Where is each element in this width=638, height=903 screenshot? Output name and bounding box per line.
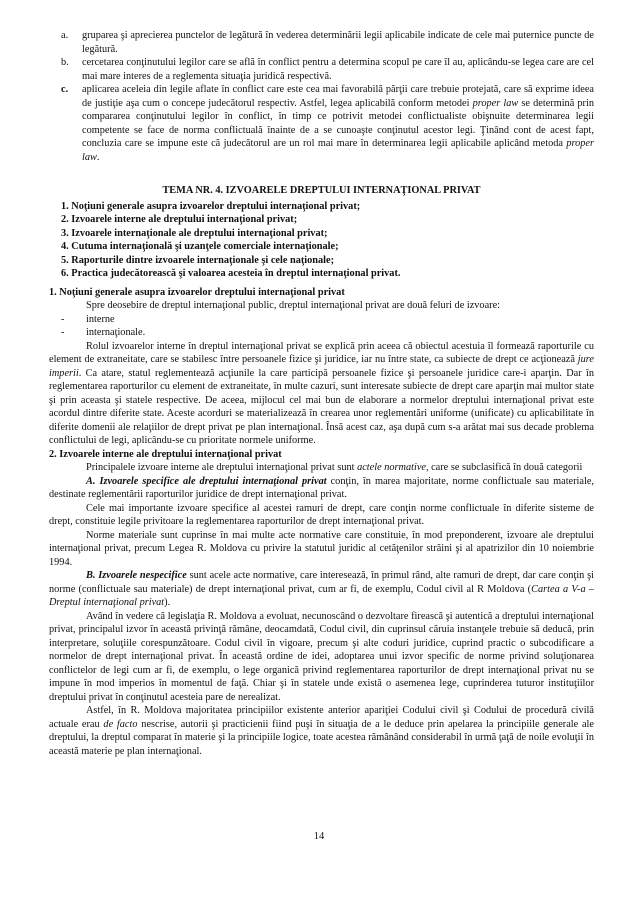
subsection-b-label: B. Izvoarele nespecifice	[86, 570, 187, 581]
section-1-heading: 1. Noţiuni generale asupra izvoarelor dreptului internaţional privat	[49, 286, 345, 298]
toc-item: 4. Cutuma internaţională şi uzanţele comerciale internaţionale;	[61, 241, 339, 252]
theme-title: TEMA NR. 4. IZVOARELE DREPTULUI INTERNAŢIONAL PRIVAT	[162, 185, 481, 196]
paragraph: B. Izvoarele nespecifice sunt acele acte normative, care interesează, în primul rând, alte ramuri de drept, dar care conţin şi norme (conflictuale sau materiale) de drept internaţional privat, cum ar fi, de exemplu, Codul civil al R Moldova (Cartea a V-a – Dreptul internaţional privat).	[49, 570, 595, 608]
toc-item: 3. Izvoarele internaţionale ale dreptului internaţional privat;	[61, 227, 328, 239]
paragraph: Spre deosebire de dreptul internaţional public, dreptul internaţional privat are două feluri de izvoare:	[86, 300, 501, 311]
dash-text: interne	[86, 313, 115, 325]
paragraph: Principalele izvoare interne ale dreptului internaţional privat sunt actele normative, care se subclasifică în două categorii	[86, 462, 583, 473]
paragraph: Rolul izvoarelor interne în dreptul internaţional privat se explică prin aceea că obiectul acestuia îl formează raporturile cu element de extraneitate, care se stabilesc între persoanele fizice şi juridice, iar nu între state, ca subiecte de drept ce acţionează jure imperii. Ca atare, statul reglementează acţiunile la care participă persoanele fizice şi persoanele juridice care-i aparţin. Dar în reglementarea raporturilor cu element de extraneitate, în multe cazuri, sunt interesate subiecte de drept care aparţin mai multor state şi prin aceasta şi statele respective. De aceea, mijlocul cel mai bun de elaborare a normelor dreptului internaţional privat este acordul dintre diferite state. Aceste acorduri se materializează în crearea unor reglementări uniforme (unificate) cu aplicabilitate în diferite domenii ale relaţiilor de drept privat pe plan internaţional. Însă acest caz, aşa după cum s-a arătat mai sus decade problema conflictului de legi, aplicându-se cu prioritate normele uniforme.	[49, 340, 594, 446]
page-number: 14	[313, 831, 325, 842]
list-text: aplicarea aceleia din legile aflate în conflict care este cea mai favorabilă părţii care trebuie protejată, care să exprime ideea de justiţie aşa cum o concepe judecătorul respectiv. Astfel, legea aplicabilă conform metodei proper law se determină prin compararea conţinutului legilor în conflict, în timp ce potrivit metodei conflictualiste obişnuite determinarea legii competente se face de norma conflictuală înainte de a se cunoaşte conţinutul acestor legi. Ţinând cont de acest fapt, concluzia care se impune este că judecătorul are un rol mai mare în determinarea legii aplicabile aplicând metoda proper law.	[82, 84, 594, 163]
list-item	[49, 56, 594, 83]
paragraph: Astfel, în R. Moldova majoritatea principiilor existente anterior apariţiei Codului civil şi Codului de procedură civilă actuale erau de facto nescrise, autorii şi practicienii fiind puşi în situaţia de a le deduce prin apelarea la principiile generale ale dreptului, la dreptul comparat în materie şi la principiile logice, toate acestea rămânând considerabil în urmă ţaţă de noile evoluţii în această materie pe plan internaţional.	[49, 705, 594, 757]
dash-list-item	[49, 326, 594, 340]
jure-imperii-term: jure imperii	[49, 354, 594, 379]
document-page	[49, 29, 594, 758]
proper-law-term: proper law	[472, 97, 519, 109]
list-marker: a.	[61, 30, 69, 41]
table-of-contents	[49, 200, 594, 281]
toc-item: 6. Practica judecătorească şi valoarea acesteia în dreptul internaţional privat.	[61, 268, 401, 279]
list-text: gruparea şi aprecierea punctelor de legătură în vederea determinării legii aplicabile indicate de cele mai puternice puncte de legătură.	[82, 30, 594, 55]
subsection-a-label: A. Izvoarele specifice ale dreptului internaţional privat	[86, 475, 327, 487]
section-2-heading: 2. Izvoarele interne ale dreptului internaţional privat	[49, 448, 282, 460]
list-item	[49, 83, 594, 164]
dash-list-item	[49, 313, 594, 327]
list-marker: c.	[61, 84, 69, 95]
dash-text: internaţionale.	[86, 327, 146, 338]
italic-term: Cartea a V-a – Dreptul internaţional privat	[49, 583, 595, 608]
list-text: cercetarea conţinutului legilor care se află în conflict pentru a determina scopul pe care îl au, aplicându-se legea care are cel mai mare interes de a reglementa situaţia juridică respectivă.	[82, 57, 594, 82]
dash-marker: -	[61, 327, 65, 338]
paragraph: Norme materiale sunt cuprinse în mai multe acte normative care constituie, în mod preponderent, izvoare ale dreptului internaţional privat, precum Legea R. Moldova cu privire la statutul juridic al cetăţenilor străini şi al apatrizilor din 10 noiembrie 1994.	[49, 529, 594, 568]
de-facto-term: de facto	[103, 718, 138, 730]
list-item	[49, 29, 594, 56]
paragraph: Cele mai importante izvoare specifice al acestei ramuri de drept, care conţin norme conflictuale în diferite sisteme de drept, constituie legile privitoare la reglementarea raporturilor de drept internaţional privat.	[49, 502, 594, 527]
intro-list	[49, 29, 594, 164]
toc-item: 2. Izvoarele interne ale dreptului internaţional privat;	[61, 214, 298, 225]
proper-law-term: proper law	[82, 138, 594, 163]
list-marker: b.	[61, 57, 69, 68]
paragraph: Având în vedere că legislaţia R. Moldova a evoluat, necunoscând o dezvoltare firească şi autentică a dreptului internaţional privat, principalul izvor în această privinţă rămâne, deocamdată, Codul civil, din cuprinsul căruia instanţele trebuie să deducă, prin interpretare, soluţiile corespunzătoare. Codul civil în vigoare, precum şi alte coduri juridice, cuprind practic o subcodificare a normelor de drept internaţional privat. În această ordine de idei, adoptarea unui izvor specific de norme privind soluţionarea conflictelor de legi cum ar fi, de exemplu, o lege organică privind reglementarea raporturilor de drept internaţional privat nu se impune în mod imperios în momentul de faţă. Chiar şi în statele unde există o asemenea lege, cuprinderea tuturor instituţiilor dreptului privat în conţinutul acesteia pare de nerealizat.	[49, 610, 594, 703]
italic-term: actele normative	[357, 462, 426, 473]
dash-marker: -	[61, 313, 65, 325]
toc-item: 5. Raporturile dintre izvoarele internaţionale şi cele naţionale;	[61, 254, 335, 266]
paragraph: A. Izvoarele specifice ale dreptului internaţional privat conţin, în marea majoritate, norme conflictuale sau materiale, destinate reglementării raporturilor juridice de drept internaţional privat.	[49, 475, 594, 500]
toc-item: 1. Noţiuni generale asupra izvoarelor dreptului internaţional privat;	[61, 200, 361, 212]
